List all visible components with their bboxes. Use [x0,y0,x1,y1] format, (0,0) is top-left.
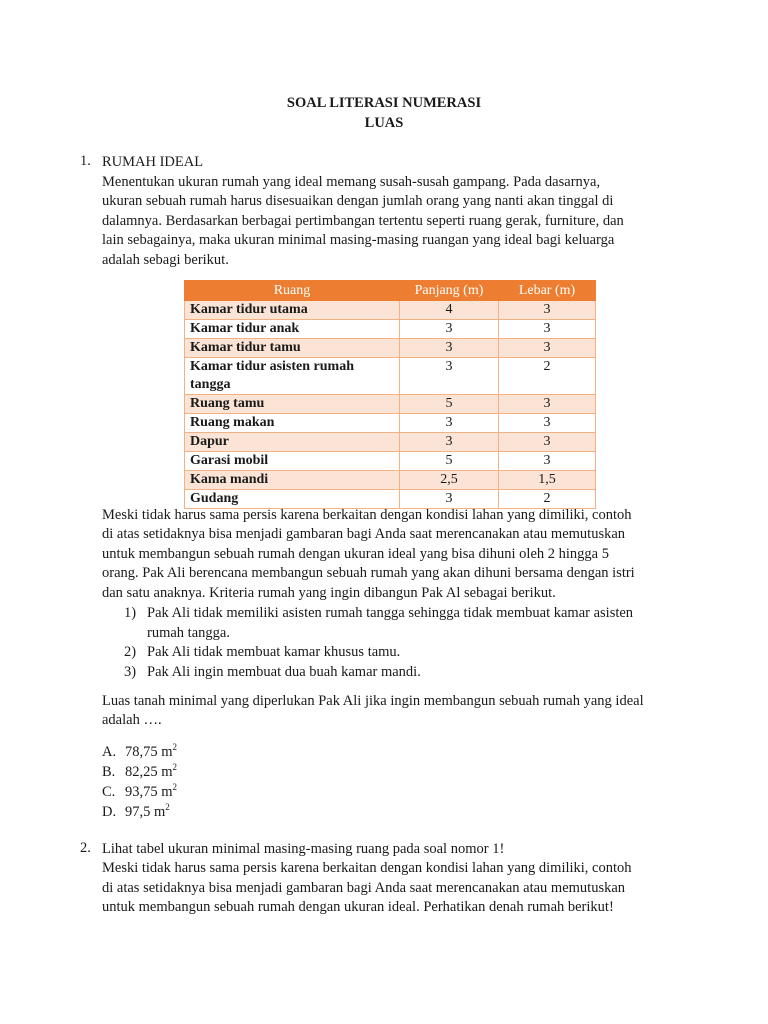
option-label: D. [102,804,117,820]
option-b[interactable] [102,762,177,781]
paragraph-line: untuk membangun sebuah rumah dengan ukuran ideal yang bisa dihuni oleh 2 hingga 5 [102,545,609,562]
paragraph-line: Lihat tabel ukuran minimal masing-masing ruang pada soal nomor 1! [102,841,505,857]
paragraph-line: untuk membangun sebuah rumah dengan ukuran ideal. Perhatikan denah rumah berikut! [102,899,614,916]
cell-ruang: Kamar tidur tamu [185,339,400,358]
option-exponent: 2 [172,782,178,792]
cell-panjang: 3 [400,490,499,509]
criteria-text: Pak Ali ingin membuat dua buah kamar mandi. [147,664,421,680]
criteria-number: 3) [124,664,137,680]
option-exponent: 2 [172,742,178,752]
cell-panjang: 3 [400,358,499,395]
option-value: 78,75 m [125,744,173,760]
cell-ruang: Garasi mobil [185,452,400,471]
cell-panjang: 3 [400,433,499,452]
cell-panjang: 5 [400,395,499,414]
cell-ruang: Kamar tidur anak [185,320,400,339]
table-row [185,301,596,320]
cell-ruang: Ruang tamu [185,395,400,414]
option-label: B. [102,764,116,780]
cell-ruang: Gudang [185,490,400,509]
cell-lebar: 3 [499,320,596,339]
table-row [185,433,596,452]
paragraph-line: Meski tidak harus sama persis karena berkaitan dengan kondisi lahan yang dimiliki, contoh [102,507,632,523]
cell-ruang: Kamar tidur utama [185,301,400,320]
table-row [185,471,596,490]
option-value: 93,75 m [125,784,173,800]
table-row [185,414,596,433]
cell-lebar: 3 [499,395,596,414]
question-2-text [102,840,702,918]
intro-line: adalah sebagi berikut. [102,251,229,268]
paragraph-line: di atas setidaknya bisa menjadi gambaran bagi Anda saat merencanakan atau memutuskan [102,526,626,543]
cell-ruang: Dapur [185,433,400,452]
cell-ruang: Kama mandi [185,471,400,490]
cell-panjang: 3 [400,339,499,358]
room-size-table [184,280,596,509]
cell-lebar: 2 [499,358,596,395]
option-label: C. [102,784,116,800]
question-2-number: 2. [80,840,91,856]
intro-line: dalamnya. Berdasarkan berbagai pertimbangan tertentu seperti ruang gerak, furniture, dan [102,212,624,229]
cell-panjang: 3 [400,320,499,339]
cell-panjang: 3 [400,414,499,433]
header-panjang: Panjang (m) [400,281,499,301]
criteria-number: 2) [124,644,137,660]
cell-panjang: 5 [400,452,499,471]
question-1-prompt [102,692,702,731]
prompt-line: adalah …. [102,712,162,729]
cell-lebar: 3 [499,339,596,358]
paragraph-line: di atas setidaknya bisa menjadi gambaran bagi Anda saat merencanakan atau memutuskan [102,879,626,896]
header-lebar: Lebar (m) [499,281,596,301]
question-1-heading: RUMAH IDEAL [102,154,204,170]
paragraph-line: orang. Pak Ali berencana membangun sebuah rumah yang akan dihuni bersama dengan istri [102,565,635,582]
option-label: A. [102,744,117,760]
intro-line: Menentukan ukuran rumah yang ideal memang susah-susah gampang. Pada dasarnya, [102,174,601,190]
cell-ruang: Kamar tidur asisten rumah tangga [185,358,400,395]
criteria-number: 1) [124,605,137,621]
table-header-row [185,281,596,301]
table-row [185,339,596,358]
cell-lebar: 2 [499,490,596,509]
document-title: SOAL LITERASI NUMERASI [286,95,482,111]
criteria-text: rumah tangga. [147,625,230,641]
cell-lebar: 3 [499,414,596,433]
table-row [185,452,596,471]
table-row [185,395,596,414]
option-value: 82,25 m [125,764,173,780]
prompt-line: Luas tanah minimal yang diperlukan Pak Ali jika ingin membangun sebuah rumah yang ideal [102,693,644,709]
option-d[interactable] [102,802,170,821]
cell-lebar: 3 [499,301,596,320]
table-row [185,320,596,339]
option-a[interactable] [102,742,177,761]
cell-panjang: 4 [400,301,499,320]
option-c[interactable] [102,782,177,801]
header-ruang: Ruang [185,281,400,301]
question-1-number: 1. [80,153,91,169]
paragraph-line: Meski tidak harus sama persis karena berkaitan dengan kondisi lahan yang dimiliki, contoh [102,860,632,877]
intro-line: ukuran sebuah rumah harus disesuaikan dengan jumlah orang yang nanti akan tinggal di [102,193,614,210]
document-subtitle: LUAS [364,115,404,131]
cell-lebar: 3 [499,452,596,471]
option-exponent: 2 [172,762,178,772]
intro-line: lain sebagainya, maka ukuran minimal masing-masing ruangan yang ideal bagi keluarga [102,232,615,249]
cell-lebar: 1,5 [499,471,596,490]
table-row [185,358,596,395]
cell-ruang: Ruang makan [185,414,400,433]
cell-panjang: 2,5 [400,471,499,490]
question-1-paragraph-2 [102,506,702,603]
cell-lebar: 3 [499,433,596,452]
criteria-text: Pak Ali tidak memiliki asisten rumah tangga sehingga tidak membuat kamar asisten [147,605,634,621]
paragraph-line: dan satu anaknya. Kriteria rumah yang ingin dibangun Pak Al sebagai berikut. [102,584,556,601]
option-value: 97,5 m [125,804,166,820]
criteria-text: Pak Ali tidak membuat kamar khusus tamu. [147,644,401,660]
option-exponent: 2 [165,802,170,812]
question-1-intro [102,173,702,270]
